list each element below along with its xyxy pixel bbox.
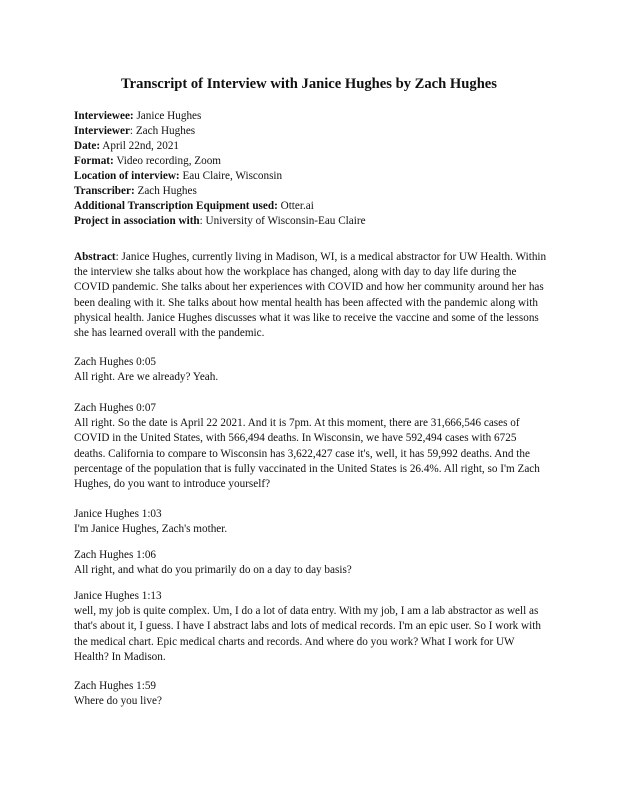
meta-format (74, 154, 554, 169)
meta-value: : University of Wisconsin-Eau Claire (199, 215, 366, 227)
turn-text: All right, and what do you primarily do on a day to day basis? (74, 564, 352, 577)
transcript-turn (74, 679, 554, 709)
meta-label: Project in association with (74, 215, 200, 227)
meta-value: April 22nd, 2021 (100, 140, 180, 152)
speaker-timestamp: Janice Hughes 1:03 (74, 508, 162, 520)
transcript-turn (74, 589, 554, 665)
meta-date (74, 139, 554, 154)
speaker-timestamp: Janice Hughes 1:13 (74, 590, 162, 602)
meta-label: Format: (74, 155, 114, 167)
transcript-turn (74, 401, 554, 492)
speaker-timestamp: Zach Hughes 1:06 (74, 549, 157, 561)
transcript-turn (74, 355, 554, 385)
speaker-timestamp: Zach Hughes 1:59 (74, 680, 157, 692)
transcript-turn (74, 507, 554, 537)
document-title: Transcript of Interview with Janice Hughes by Zach Hughes (121, 76, 497, 92)
turn-text: Where do you live? (74, 695, 162, 708)
meta-value: : Zach Hughes (129, 125, 196, 137)
meta-project (74, 214, 554, 229)
turn-text: I'm Janice Hughes, Zach's mother. (74, 523, 228, 536)
turn-text: All right. Are we already? Yeah. (74, 371, 219, 384)
meta-label: Interviewer (74, 125, 130, 137)
meta-location (74, 169, 554, 184)
speaker-timestamp: Zach Hughes 0:07 (74, 402, 157, 414)
interview-metadata (74, 109, 554, 229)
meta-interviewer (74, 124, 554, 139)
meta-value: Zach Hughes (134, 185, 197, 197)
turn-text: All right. So the date is April 22 2021. And it is 7pm. At this moment, there are 31,666,546 cases of COVID in the United States, with 566,494 deaths. In Wisconsin, we have 592,494 cases with 6725 deaths. California to compare to Wisconsin has 3,622,427 case it's, well, it has 59,992 deaths. And the percentage of the population that is fully vaccinated in the United States is 26.4%. All right, so I'm Zach Hughes, do you want to introduce yourself? (74, 417, 540, 491)
transcript-turn (74, 548, 554, 578)
meta-value: Janice Hughes (133, 110, 202, 122)
meta-equipment (74, 199, 554, 214)
speaker-timestamp: Zach Hughes 0:05 (74, 356, 157, 368)
meta-label: Interviewee: (74, 110, 134, 122)
meta-label: Date: (74, 140, 101, 152)
meta-value: Eau Claire, Wisconsin (179, 170, 283, 182)
meta-transcriber (74, 184, 554, 199)
abstract-label: Abstract (74, 251, 116, 263)
meta-value: Otter.ai (277, 200, 314, 212)
abstract-text: : Janice Hughes, currently living in Madison, WI, is a medical abstractor for UW Health. Within the interview she talks about how the workplace has changed, along with day to day life during the COVID pandemic. She talks about her experiences with COVID and how her community around her has been dealing with it. She talks about how mental health has been affected with the pandemic along with physical health. Janice Hughes discusses what it was like to receive the vaccine and some of the lessons she has learned overall with the pandemic. (74, 251, 547, 340)
abstract-paragraph (74, 250, 550, 341)
meta-label: Location of interview: (74, 170, 180, 182)
meta-value: Video recording, Zoom (113, 155, 222, 167)
meta-label: Transcriber: (74, 185, 135, 197)
turn-text: well, my job is quite complex. Um, I do a lot of data entry. With my job, I am a lab abstractor as well as that's about it, I guess. I have I abstract labs and lots of medical records. I'm an epic user. So I work with the medical chart. Epic medical charts and records. And where do you work? What I work for UW Health? In Madison. (74, 605, 541, 663)
meta-label: Additional Transcription Equipment used: (74, 200, 278, 212)
meta-interviewee (74, 109, 554, 124)
